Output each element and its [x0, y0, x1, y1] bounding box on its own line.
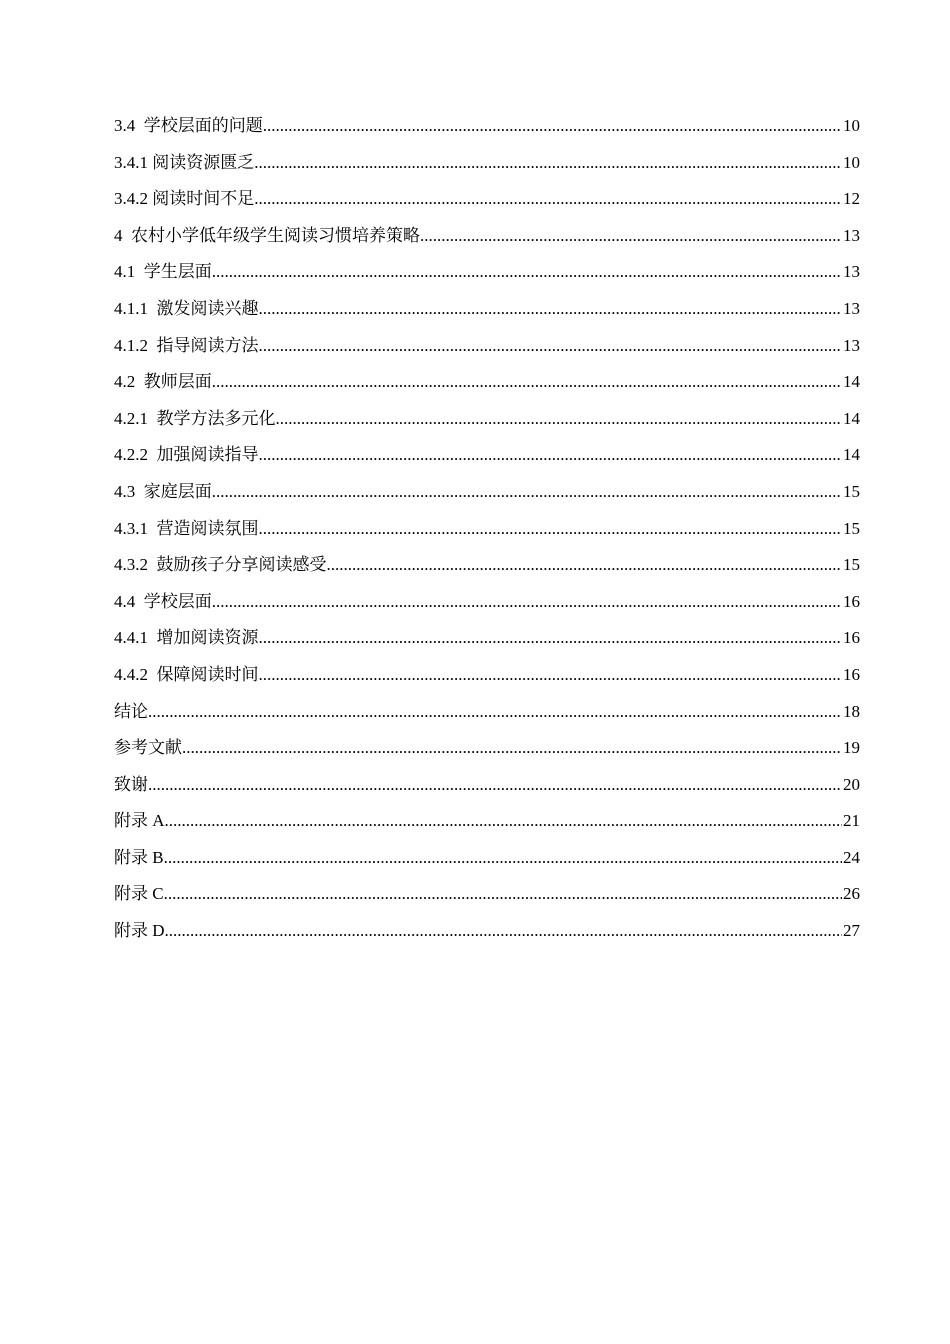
toc-dot-leader [148, 694, 842, 731]
toc-page-number: 10 [843, 152, 860, 172]
toc-dot-leader [276, 401, 843, 438]
toc-dot-leader [212, 474, 842, 511]
toc-entry-title: 4.4.2 保障阅读时间 [114, 664, 259, 684]
toc-dot-leader [259, 328, 843, 365]
toc-entry[interactable] [114, 584, 860, 621]
toc-entry[interactable] [114, 620, 860, 657]
toc-page-number: 13 [843, 262, 860, 282]
toc-page-number: 15 [843, 555, 860, 575]
toc-entry-title: 4.1.1 激发阅读兴趣 [114, 298, 259, 318]
toc-entry[interactable] [114, 840, 860, 877]
toc-entry[interactable] [114, 547, 860, 584]
toc-dot-leader [259, 511, 843, 548]
toc-dot-leader [263, 108, 842, 145]
toc-dot-leader [254, 181, 842, 218]
toc-dot-leader [182, 730, 842, 767]
toc-page-number: 10 [843, 116, 860, 135]
table-of-contents [114, 108, 860, 950]
toc-page-number: 14 [843, 372, 860, 392]
toc-dot-leader [327, 547, 843, 584]
toc-entry-title: 4.4 学校层面 [114, 591, 212, 611]
toc-entry-title: 4.3.1 营造阅读氛围 [114, 518, 259, 538]
toc-page-number: 18 [843, 701, 860, 721]
toc-page-number: 13 [843, 225, 860, 245]
toc-page-number: 20 [843, 774, 860, 794]
toc-entry-title: 3.4.2 阅读时间不足 [114, 189, 255, 209]
toc-entry-title: 附录 A [114, 811, 165, 831]
toc-dot-leader [164, 876, 842, 913]
toc-entry[interactable] [114, 657, 860, 694]
toc-entry[interactable] [114, 511, 860, 548]
toc-page-number: 15 [843, 518, 860, 538]
toc-entry-title: 4.3.2 鼓励孩子分享阅读感受 [114, 555, 327, 575]
toc-dot-leader [165, 803, 842, 840]
toc-entry[interactable] [114, 694, 860, 731]
toc-entry-title: 4.1 学生层面 [114, 262, 212, 282]
toc-entry-title: 致谢 [114, 774, 148, 794]
toc-dot-leader [148, 767, 842, 804]
toc-dot-leader [212, 254, 842, 291]
toc-entry[interactable] [114, 913, 860, 950]
toc-entry[interactable] [114, 876, 860, 913]
toc-dot-leader [212, 364, 842, 401]
toc-entry-title: 结论 [114, 701, 148, 721]
toc-dot-leader [259, 620, 843, 657]
toc-entry-title: 附录 D [114, 921, 165, 941]
toc-entry[interactable] [114, 328, 860, 365]
toc-entry-title: 4.1.2 指导阅读方法 [114, 335, 259, 355]
toc-entry[interactable] [114, 218, 860, 255]
toc-dot-leader [259, 437, 843, 474]
toc-entry-title: 4 农村小学低年级学生阅读习惯培养策略 [114, 225, 420, 245]
toc-page-number: 15 [843, 481, 860, 501]
toc-page-number: 21 [843, 811, 860, 831]
toc-page-number: 16 [843, 628, 860, 648]
toc-page-number: 14 [843, 408, 860, 428]
toc-entry-title: 4.3 家庭层面 [114, 481, 212, 501]
toc-entry-title: 4.2.1 教学方法多元化 [114, 408, 276, 428]
toc-entry[interactable] [114, 730, 860, 767]
toc-dot-leader [254, 145, 842, 182]
toc-dot-leader [420, 218, 842, 255]
toc-page-number: 27 [843, 921, 860, 941]
toc-page-number: 16 [843, 664, 860, 684]
toc-entry[interactable] [114, 145, 860, 182]
toc-page-number: 19 [843, 738, 860, 758]
toc-entry[interactable] [114, 364, 860, 401]
toc-entry-title: 3.4.1 阅读资源匮乏 [114, 152, 255, 172]
toc-page-number: 26 [843, 884, 860, 904]
toc-dot-leader [259, 291, 843, 328]
toc-entry[interactable] [114, 437, 860, 474]
toc-entry-title: 4.4.1 增加阅读资源 [114, 628, 259, 648]
toc-entry-title: 附录 B [114, 847, 164, 867]
toc-entry-title: 4.2.2 加强阅读指导 [114, 445, 259, 465]
toc-page-number: 16 [843, 591, 860, 611]
toc-page-number: 24 [843, 847, 860, 867]
toc-entry[interactable] [114, 401, 860, 438]
toc-entry[interactable] [114, 291, 860, 328]
toc-page-number: 14 [843, 445, 860, 465]
toc-entry[interactable] [114, 767, 860, 804]
toc-entry-title: 附录 C [114, 884, 164, 904]
toc-dot-leader [259, 657, 843, 694]
toc-dot-leader [165, 913, 842, 950]
toc-entry-title: 参考文献 [114, 738, 182, 758]
toc-entry[interactable] [114, 474, 860, 511]
toc-page-number: 13 [843, 298, 860, 318]
toc-entry-title: 4.2 教师层面 [114, 372, 212, 392]
toc-entry-title: 3.4 学校层面的问题 [114, 116, 263, 135]
toc-entry[interactable] [114, 181, 860, 218]
toc-page-number: 12 [843, 189, 860, 209]
toc-dot-leader [212, 584, 842, 621]
toc-page-number: 13 [843, 335, 860, 355]
toc-entry[interactable] [114, 803, 860, 840]
toc-dot-leader [164, 840, 842, 877]
toc-entry[interactable] [114, 108, 860, 145]
toc-entry[interactable] [114, 254, 860, 291]
